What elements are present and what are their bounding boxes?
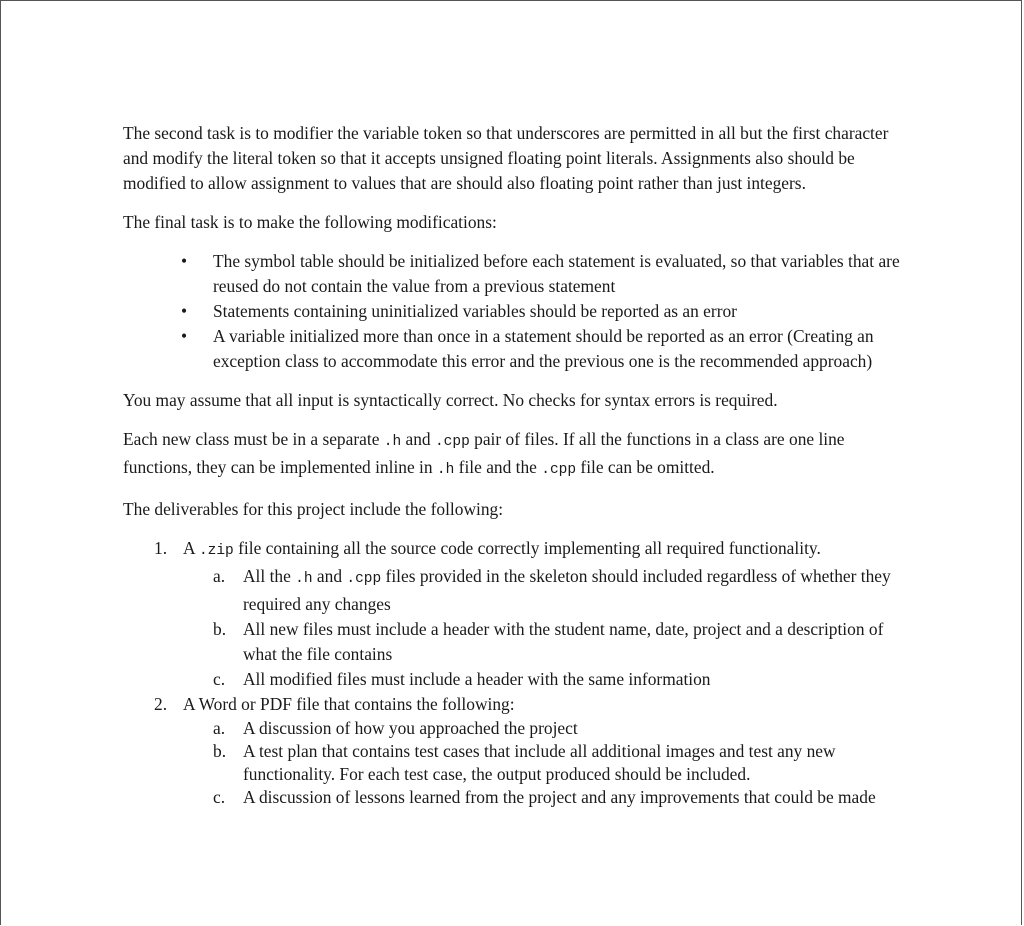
- text-segment: A: [183, 538, 199, 558]
- sub-item: [183, 617, 913, 667]
- sub-item-text: A discussion of how you approached the project: [243, 718, 578, 738]
- deliverables-list: [123, 536, 913, 809]
- list-item: [123, 249, 913, 299]
- text-segment: and: [401, 429, 435, 449]
- list-letter: c.: [213, 669, 226, 689]
- paragraph-class-files: [123, 427, 913, 483]
- sub-item-text: All new files must include a header with the student name, date, project and a description of what the file contains: [243, 619, 884, 664]
- text-segment: files provided in the skeleton should included regardless of whether they required any changes: [243, 566, 891, 614]
- deliverable-item: [123, 692, 913, 809]
- document-body: [123, 121, 913, 809]
- sub-item: [183, 786, 913, 809]
- list-item: [123, 324, 913, 374]
- text-segment: file containing all the source code correctly implementing all required functionality.: [233, 538, 821, 558]
- text-segment: Each new class must be in a separate: [123, 429, 384, 449]
- list-item-text: A variable initialized more than once in a statement should be reported as an error (Creating an exception class to accommodate this error and the previous one is the recommended approach): [213, 326, 874, 371]
- paragraph-assumption: You may assume that all input is syntactically correct. No checks for syntax errors is required.: [123, 390, 778, 410]
- sub-item: [183, 740, 913, 786]
- bullet-icon: •: [181, 251, 188, 271]
- modification-list: [123, 249, 913, 374]
- sub-item: [183, 564, 913, 617]
- list-item: [123, 299, 913, 324]
- sub-item-text: A test plan that contains test cases that include all additional images and test any new functionality. For each test case, the output produced should be included.: [243, 741, 836, 784]
- sub-item-text: A discussion of lessons learned from the project and any improvements that could be made: [243, 787, 876, 807]
- paragraph-deliverables-intro: The deliverables for this project include the following:: [123, 499, 504, 519]
- code-zip: .zip: [198, 543, 234, 559]
- text-segment: file can be omitted.: [576, 457, 715, 477]
- text-segment: and: [312, 566, 347, 586]
- code-h: .h: [383, 434, 402, 450]
- deliverable-item: [123, 536, 913, 692]
- text-segment: file and the: [454, 457, 542, 477]
- list-letter: a.: [213, 718, 226, 738]
- sub-item: [183, 667, 913, 692]
- list-letter: a.: [213, 566, 226, 586]
- bullet-icon: •: [181, 301, 188, 321]
- paragraph-second-task: The second task is to modifier the variable token so that underscores are permitted in all but the first character and modify the literal token so that it accepts unsigned floating point literals. Assignments also should be modified to allow assignment to values that are should also floating point rather than just integers.: [123, 123, 889, 193]
- text-segment: All the: [243, 566, 296, 586]
- sub-list: [183, 717, 913, 809]
- code-cpp: .cpp: [541, 462, 577, 478]
- text-segment: pair of files. If all the functions in a class are one line functions, they can be implemented inline in: [123, 429, 845, 477]
- code-cpp: .cpp: [346, 571, 382, 587]
- code-h: .h: [436, 462, 455, 478]
- list-item-text: The symbol table should be initialized before each statement is evaluated, so that variables that are reused do not contain the value from a previous statement: [213, 251, 900, 296]
- sub-item-text: All modified files must include a header with the same information: [243, 669, 711, 689]
- list-letter: b.: [213, 741, 227, 761]
- sub-list: [183, 564, 913, 692]
- list-item-text: Statements containing uninitialized variables should be reported as an error: [213, 301, 737, 321]
- paragraph-final-task: The final task is to make the following modifications:: [123, 212, 497, 232]
- deliverable-text: A Word or PDF file that contains the following:: [183, 694, 515, 714]
- bullet-icon: •: [181, 326, 188, 346]
- sub-item: [183, 717, 913, 740]
- list-letter: b.: [213, 619, 227, 639]
- list-letter: c.: [213, 787, 226, 807]
- code-h: .h: [295, 571, 313, 587]
- list-number: 1.: [154, 538, 168, 558]
- code-cpp: .cpp: [434, 434, 470, 450]
- list-number: 2.: [154, 694, 168, 714]
